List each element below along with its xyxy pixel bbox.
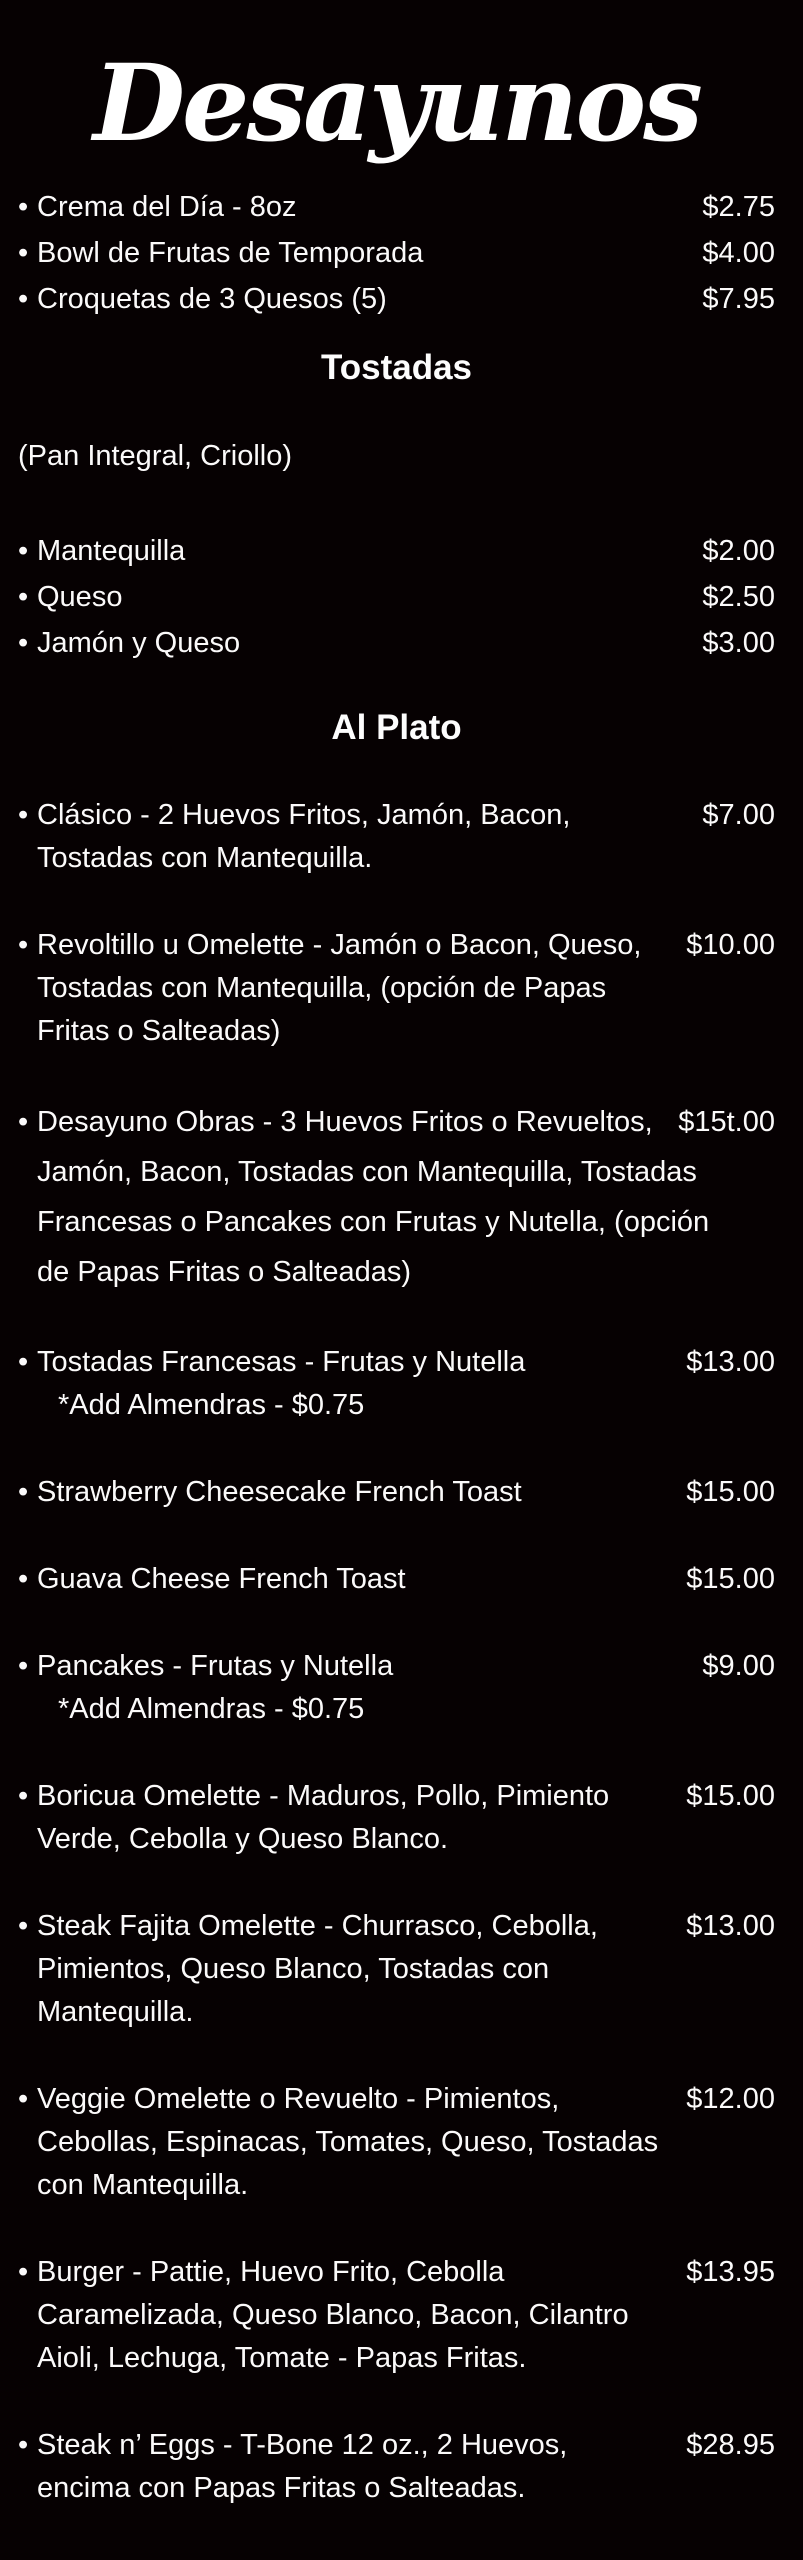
item-price: $13.00 [686, 1910, 775, 1942]
section-note: (Pan Integral, Criollo) [18, 440, 292, 472]
menu-item [18, 1341, 775, 1427]
item-name: Jamón y Queso [37, 627, 241, 659]
bullet-icon: • [18, 1346, 29, 1378]
item-line: de Papas Fritas o Salteadas) [37, 1256, 411, 1288]
menu-item [18, 1471, 775, 1514]
bullet-icon: • [18, 191, 29, 223]
menu-item [18, 924, 775, 1053]
section-tostadas [18, 528, 775, 666]
item-line: Caramelizada, Queso Blanco, Bacon, Cilantro [37, 2299, 629, 2331]
section-heading-al-plato: Al Plato [331, 708, 462, 747]
bullet-icon: • [18, 237, 29, 269]
item-name: Clásico - 2 Huevos Fritos, Jamón, Bacon, [37, 799, 571, 831]
item-line [18, 1097, 775, 1147]
item-price: $15.00 [686, 1780, 775, 1812]
item-price: $13.95 [686, 2256, 775, 2288]
item-price: $7.00 [702, 799, 775, 831]
item-name: Steak n’ Eggs - T-Bone 12 oz., 2 Huevos, [37, 2429, 568, 2461]
bullet-icon: • [18, 1106, 29, 1138]
menu-item [18, 1097, 775, 1297]
item-name: Boricua Omelette - Maduros, Pollo, Pimiento [37, 1780, 610, 1812]
item-price: $15t.00 [678, 1106, 775, 1138]
menu-item [18, 794, 775, 880]
item-price: $4.00 [702, 237, 775, 269]
menu-item [18, 276, 775, 322]
bullet-icon: • [18, 283, 29, 315]
item-addon-line: *Add Almendras - $0.75 [58, 1389, 365, 1421]
menu-item [18, 2251, 775, 2380]
menu-item [18, 620, 775, 666]
menu-item [18, 1558, 775, 1601]
item-line: Francesas o Pancakes con Frutas y Nutella, (opción [37, 1206, 710, 1238]
menu-item [18, 574, 775, 620]
item-price: $9.00 [702, 1650, 775, 1682]
item-price: $10.00 [686, 929, 775, 961]
item-price: $15.00 [686, 1476, 775, 1508]
item-price: $28.95 [686, 2429, 775, 2461]
item-name: Crema del Día - 8oz [37, 191, 297, 223]
section-al-plato [18, 794, 775, 2510]
item-line [18, 2078, 775, 2121]
item-price: $2.00 [702, 535, 775, 567]
item-price: $7.95 [702, 283, 775, 315]
item-name: Queso [37, 581, 123, 613]
item-price: $13.00 [686, 1346, 775, 1378]
item-line: Jamón, Bacon, Tostadas con Mantequilla, Tostadas [37, 1156, 697, 1188]
item-name: Tostadas Francesas - Frutas y Nutella [37, 1346, 526, 1378]
item-line [18, 1645, 775, 1688]
menu-item [18, 1645, 775, 1731]
item-line: Tostadas con Mantequilla. [37, 842, 373, 874]
item-line [18, 794, 775, 837]
bullet-icon: • [18, 627, 29, 659]
item-line: Tostadas con Mantequilla, (opción de Papas [37, 972, 607, 1004]
item-line: Cebollas, Espinacas, Tomates, Queso, Tostadas [37, 2126, 659, 2158]
bullet-icon: • [18, 535, 29, 567]
item-name: Steak Fajita Omelette - Churrasco, Cebolla, [37, 1910, 598, 1942]
item-price: $2.50 [702, 581, 775, 613]
item-line [18, 2251, 775, 2294]
section-heading-tostadas: Tostadas [320, 348, 473, 387]
bullet-icon: • [18, 1780, 29, 1812]
bullet-icon: • [18, 1476, 29, 1508]
item-name: Strawberry Cheesecake French Toast [37, 1476, 522, 1508]
item-name: Guava Cheese French Toast [37, 1563, 406, 1595]
bullet-icon: • [18, 1650, 29, 1682]
item-name: Veggie Omelette o Revuelto - Pimientos, [37, 2083, 560, 2115]
item-line: Mantequilla. [37, 1996, 194, 2028]
item-line [18, 1471, 775, 1514]
bullet-icon: • [18, 581, 29, 613]
bullet-icon: • [18, 1910, 29, 1942]
menu-item [18, 528, 775, 574]
item-name: Croquetas de 3 Quesos (5) [37, 283, 387, 315]
item-line: Verde, Cebolla y Queso Blanco. [37, 1823, 449, 1855]
item-name: Desayuno Obras - 3 Huevos Fritos o Revueltos, [37, 1106, 653, 1138]
item-price: $12.00 [686, 2083, 775, 2115]
item-line: Aioli, Lechuga, Tomate - Papas Fritas. [37, 2342, 527, 2374]
item-line [18, 1905, 775, 1948]
item-price: $3.00 [702, 627, 775, 659]
item-line: encima con Papas Fritas o Salteadas. [37, 2472, 526, 2504]
item-name: Burger - Pattie, Huevo Frito, Cebolla [37, 2256, 505, 2288]
menu-item [18, 2424, 775, 2510]
item-price: $15.00 [686, 1563, 775, 1595]
item-name: Pancakes - Frutas y Nutella [37, 1650, 394, 1682]
item-price: $2.75 [702, 191, 775, 223]
item-line [18, 2424, 775, 2467]
menu-title: Desayunos [93, 40, 700, 165]
menu-item [18, 2078, 775, 2207]
item-line: Fritas o Salteadas) [37, 1015, 281, 1047]
item-line [18, 924, 775, 967]
bullet-icon: • [18, 799, 29, 831]
bullet-icon: • [18, 1563, 29, 1595]
menu-item [18, 230, 775, 276]
item-line: con Mantequilla. [37, 2169, 249, 2201]
bullet-icon: • [18, 2429, 29, 2461]
bullet-icon: • [18, 2083, 29, 2115]
item-line [18, 1775, 775, 1818]
item-line: Pimientos, Queso Blanco, Tostadas con [37, 1953, 550, 1985]
bullet-icon: • [18, 2256, 29, 2288]
item-line [18, 1341, 775, 1384]
menu-item [18, 1775, 775, 1861]
item-name: Bowl de Frutas de Temporada [37, 237, 424, 269]
item-name: Mantequilla [37, 535, 186, 567]
menu-item [18, 1905, 775, 2034]
item-line [18, 1558, 775, 1601]
item-name: Revoltillo u Omelette - Jamón o Bacon, Queso, [37, 929, 642, 961]
item-addon-line: *Add Almendras - $0.75 [58, 1693, 365, 1725]
bullet-icon: • [18, 929, 29, 961]
section-top [18, 184, 775, 322]
menu-item [18, 184, 775, 230]
